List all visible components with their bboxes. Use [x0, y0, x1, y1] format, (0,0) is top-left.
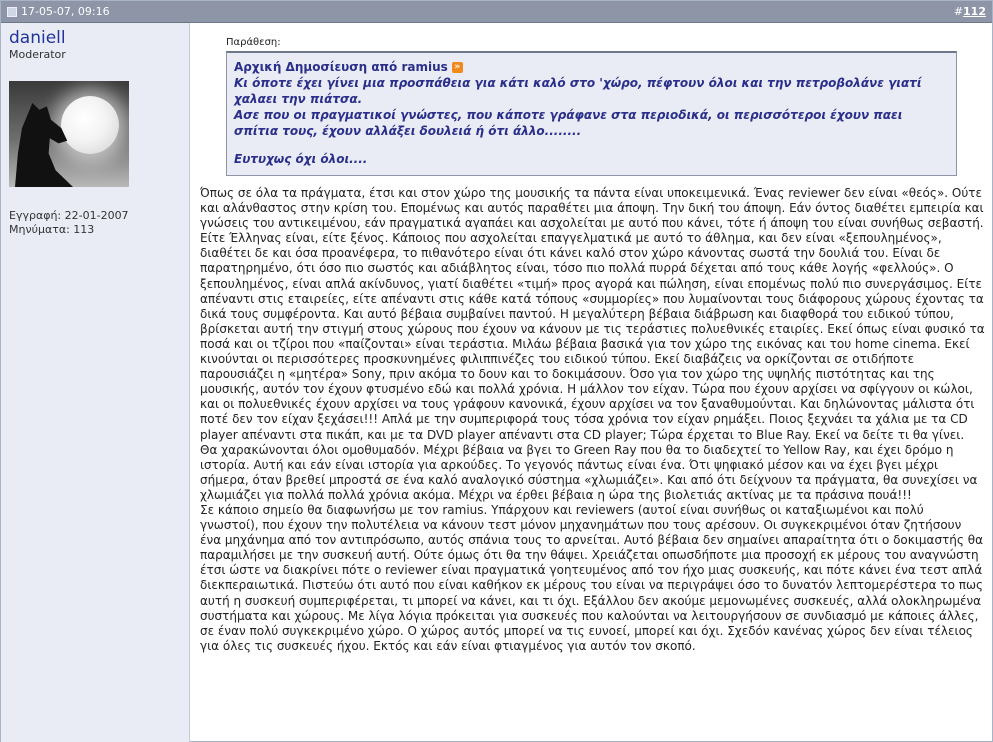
quote-box — [226, 51, 957, 176]
message-paragraph-2: Σε κάποιο σημείο θα διαφωνήσω με τον ramius. Υπάρχουν και reviewers (αυτοί είναι συνήθως οι καταξιωμένοι και πολύ γνωστοί), που έχουν την πολυτέλεια να κάνουν τεστ μόνον μηχανημάτων που τους αρέσουν. Οι συγκεκριμένοι όταν ζητήσουν ένα μηχάνημα από τον αντιπρόσωπο, αυτός σπάνια τους το αρνείται. Αυτό βέβαια δεν σημαίνει απαραίτητα ότι ο δοκιμαστής θα παραμιλήσει με την συσκευή αυτή. Ούτε όμως ότι θα την θάψει. Χρειάζεται οπωσδήποτε μια προσοχή εκ μέρους του αναγνώστη έτσι ώστε να διακρίνει πότε ο reviewer είναι πραγματικά γοητευμένος από τον ήχο μιας συσκευής, και πότε κάνει ένα τεστ απλά διεκπεραιωτικά. Πιστεύω ότι αυτό που είναι καθήκον εκ μέρους του είναι να περιγράψει όσο το δυνατόν λεπτομερέστερα το πως αυτή η συσκευή συμπεριφέρεται, τι μπορεί να κάνει, και τι όχι. Εξάλλου δεν ακούμε μεμονωμένες συσκευές, αλλά ολοκληρωμένα συστήματα και χώρους. Με λίγα λόγια πρόκειται για συσκευές που καλούνται να λειτουργήσουν σε συνδιασμό με κάποιες άλλες, σε έναν πολύ συγκεκριμένο χώρο. Ο χώρος αυτός μπορεί να τις ευνοεί, μπορεί και όχι. Σχεδόν κανένας χώρος δεν είναι τέλειος για όλες τις συσκευές ήχου. Εκτός και εάν είναι φτιαγμένος για αυτόν τον σκοπό. — [200, 502, 984, 653]
user-info — [9, 209, 181, 237]
post-number-prefix: # — [953, 5, 964, 18]
quote-label: Παράθεση: — [226, 37, 281, 48]
post-date-area — [7, 5, 110, 18]
post-message — [200, 186, 985, 654]
post-content — [190, 23, 992, 742]
quote-spacer — [234, 139, 949, 151]
post-number-link[interactable]: 112 — [963, 5, 986, 18]
quote-line-2: Ασε που οι πραγματικοί γνώστες, που κάποτε γράφανε στα περιοδικά, οι περισσότεροι έχουν παει σπίτια τους, έχουν αλλάξει δουλειά ή ότι άλλο........ — [234, 108, 903, 138]
quote-line-3: Ευτυχως όχι όλοι.... — [234, 152, 368, 166]
user-title: Moderator — [9, 48, 66, 61]
quote-author: Αρχική Δημοσίευση από ramius — [234, 60, 448, 74]
avatar — [9, 81, 129, 187]
user-joined: Εγγραφή: 22-01-2007 — [9, 209, 129, 222]
quote-title — [234, 59, 949, 75]
view-post-icon[interactable]: » — [452, 62, 463, 73]
user-sidebar — [1, 23, 190, 742]
quote-line-1: Κι όποτε έχει γίνει μια προσπάθεια για κάτι καλό στο 'χώρο, πέφτουν όλοι και την πετροβολάνε γιατί χαλαει την πιάτσα. — [234, 76, 922, 106]
post-date: 17-05-07, 09:16 — [21, 5, 110, 18]
post-header — [1, 1, 992, 23]
username-link[interactable]: daniell — [9, 28, 66, 48]
user-post-count: Μηνύματα: 113 — [9, 223, 95, 236]
post-number-area — [954, 5, 986, 18]
message-paragraph-1: Όπως σε όλα τα πράγματα, έτσι και στον χώρο της μουσικής τα πάντα είναι υποκειμενικά. Ένας reviewer δεν είναι «θεός». Ούτε και αλάνθαστος στην κρίση του. Επομένως και αυτός παραθέτει μια άποψη. Την δική του άποψη. Εάν όντος διαθέτει εμπειρία και γνώσεις του αντικειμένου, εάν πραγματικά αγαπάει και ασχολείται με αυτό που κάνει, τότε ή άποψη του είναι συνήθως σεβαστή. Είτε Έλληνας είναι, είτε ξένος. Κάποιος που ασχολείται επαγγελματικά με αυτό το άθλημα, και δεν είναι «ξεπουλημένος», διαθέτει δε και όσα προανέφερα, το πιθανότερο είναι ότι κάνει καλό στον χώρο κάνοντας σωστά την δουλιά του. Είναι δε παρατηρημένο, ότι όσο πιο σωστός και αδιάβλητος είναι, τόσο πιο πολλά πυρρά δέχεται από τους κάθε λογής «φελλούς». Ο ξεπουλημένος, είναι απλά ακίνδυνος, γιατί διαθέτει «τιμή» προς αγορά και πώληση, είναι επομένως πολύ πιο συνεργάσιμος. Είτε απέναντι στις εταιρείες, είτε απέναντι στις κάθε κατά τόπους «συμμορίες» που λυμαίνονται τους διάφορους χώρους έχοντας τα δικά τους συμφέροντα. Και αυτό βέβαια συμβαίνει παντού. Η μεγαλύτερη βέβαια διάβρωση και διαφθορά του ειδικού τύπου, βρίσκεται αυτή την στιγμή στους χώρους που έχουν να κάνουν με τις τεράστιες πολυεθνικές εταιρίες. Εκεί όπως είναι φυσικό τα ποσά και οι τζίροι που «παίζονται» είναι τεράστια. Μιλάω βέβαια βασικά για τον χώρο της εικόνας και του home cinema. Εκεί κινούνται οι περισσότερες προσκυνημένες φιλιππινέζες του ειδικού τύπου. Εκεί διαβάζεις να ορκίζονται σε οτιδήποτε παρουσιάζει η «μητέρα» Sony, πριν ακόμα το δουν και το δοκιμάσουν. Όσο για τον χώρο της υψηλής πιστότητας και της μουσικής, αυτόν τον έχουν φτυσμένο εδώ και πολλά χρόνια. Η μάλλον τον είχαν. Τώρα που έχουν αρχίσει να σφίγγουν οι κώλοι, και οι πολυεθνικές έχουν αρχίσει να τους γράφουν κανονικά, έχουν αρχίσει να τον ξαναθυμούνται. Και δηλώνοντας μάλιστα ότι ποτέ δεν τον είχαν ξεχάσει!!! Απλά με την συμπεριφορά τους τόσα χρόνια τον είχαν ρημάξει. Ποιος ξεχνάει τα χάλια με τα CD player απέναντι στα πικάπ, και με τα DVD player απέναντι στα CD player; Τώρα έρχεται το Blue Ray. Εκεί να δείτε τι θα γίνει. Θα χαρακώνονται όλοι ομοθυμαδόν. Μέχρι βέβαια να βγει το Green Ray που θα το διαδεχτεί το Yellow Ray, και έχει δρόμο η ιστορία. Αυτή και εάν είναι ιστορία για αρκούδες. Το γεγονός πάντως είναι ένα. Ότι ψηφιακό μέσον και να έχει βγει μέχρι σήμερα, όταν βρεθεί μπροστά σε ένα καλό αναλογικό σύστημα «χλωμιάζει». Και από ότι δείχνουν τα πράγματα, θα συνεχίσει να χλωμιάζει για πολλά πολλά χρόνια ακόμα. Μέχρι να έρθει βέβαια η ώρα της βιολετιάς ακτίνας με τα πράσινα πουά!!! — [200, 186, 985, 502]
post-icon — [7, 7, 17, 17]
moon-shape — [61, 96, 119, 154]
post-body — [1, 23, 992, 742]
